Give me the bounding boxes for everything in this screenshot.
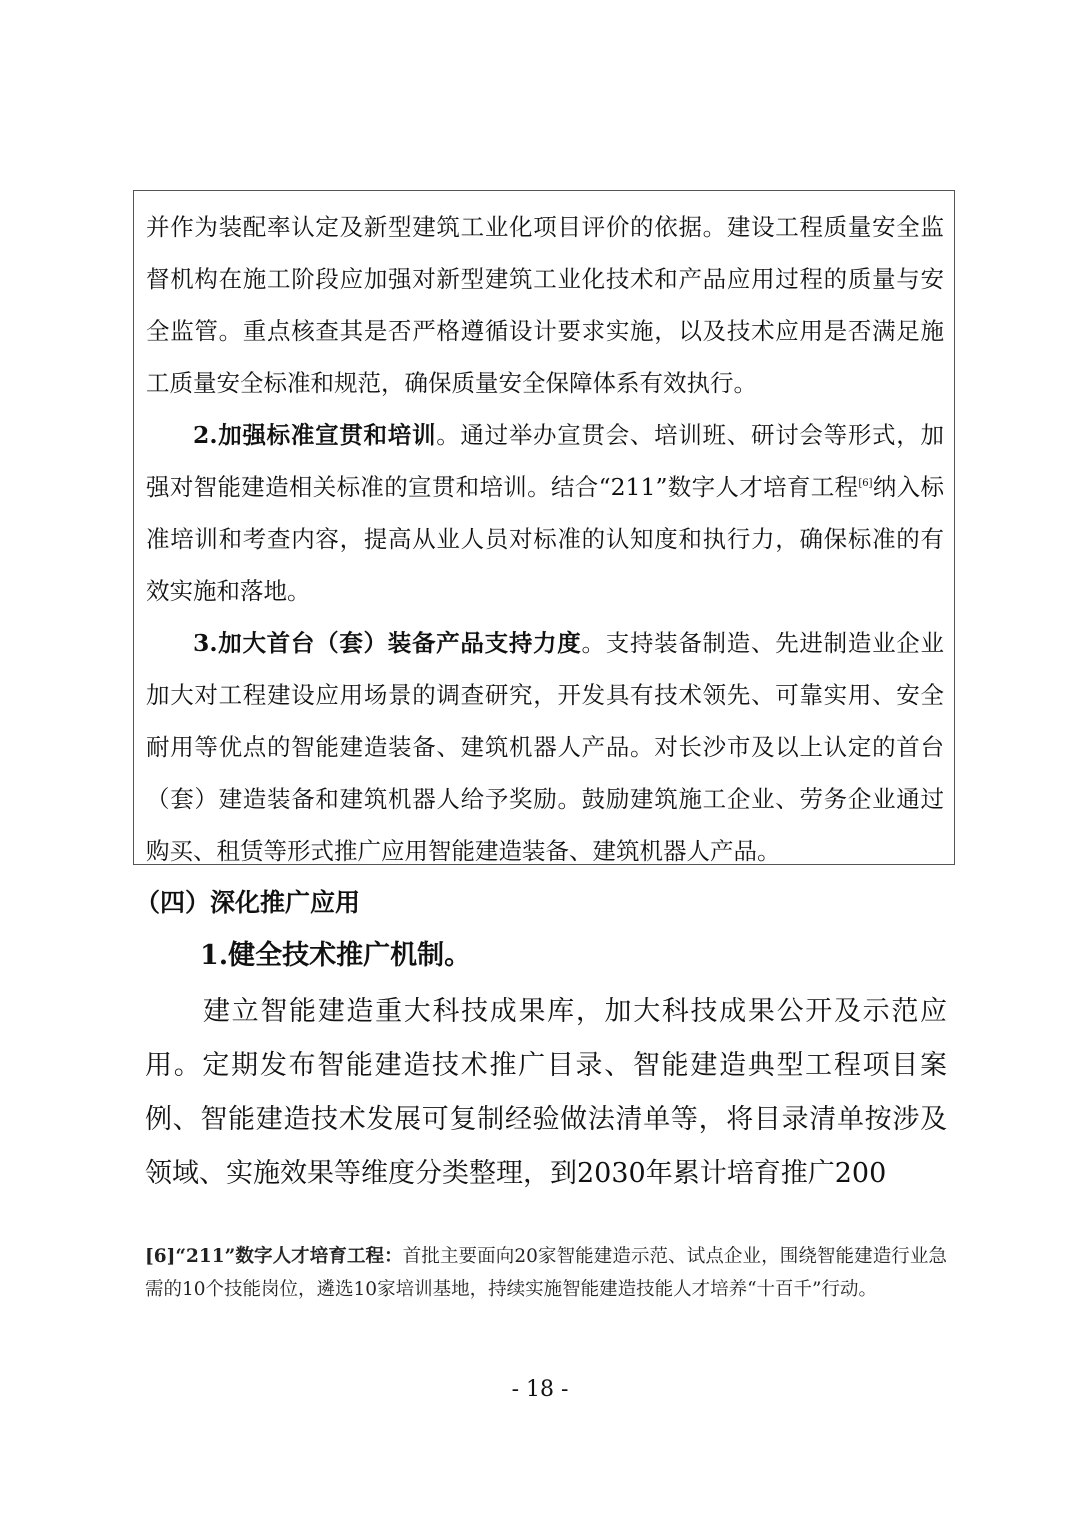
footnote-ref-6[interactable]: [6] (858, 478, 873, 490)
footnote-text: 首批主要面向20家智能建造示范、试点企业，围绕智能建造行业急需的10个技能岗位，遴选10家培训基地，持续实施智能建造技能人才培养“十百千”行动。 (145, 1246, 947, 1300)
box-paragraph-1: 并作为装配率认定及新型建筑工业化项目评价的依据。建设工程质量安全监督机构在施工阶段应加强对新型建筑工业化技术和产品应用过程的质量与安全监管。重点核查其是否严格遵循设计要求实施，以及技术应用是否满足施工质量安全标准和规范，确保质量安全保障体系有效执行。 (146, 213, 944, 397)
footnote-6 (145, 1240, 947, 1306)
sub-heading: 1.健全技术推广机制。 (200, 940, 472, 971)
page-number: - 18 - (511, 1377, 569, 1402)
footnote-label: [6]“211”数字人才培育工程： (145, 1246, 403, 1267)
item-3-text: 。支持装备制造、先进制造业企业加大对工程建设应用场景的调查研究，开发具有技术领先、可靠实用、安全耐用等优点的智能建造装备、建筑机器人产品。对长沙市及以上认定的首台（套）建造装备和建筑机器人给予奖励。鼓励建筑施工企业、劳务企业通过购买、租赁等形式推广应用智能建造装备、建筑机器人产品。 (146, 629, 944, 865)
body-paragraph: 建立智能建造重大科技成果库，加大科技成果公开及示范应用。定期发布智能建造技术推广目录、智能建造典型工程项目案例、智能建造技术发展可复制经验做法清单等，将目录清单按涉及领域、实施效果等维度分类整理，到2030年累计培育推广200 (145, 996, 947, 1189)
item-2-title: 2.加强标准宣贯和培训 (193, 421, 437, 449)
item-2-text-a: 。通过举办宣贯会、培训班、研讨会等形式，加强对智能建造相关标准的宣贯和培训。结合“211”数字人才培育工程 (146, 421, 944, 501)
boxed-text-section (133, 190, 955, 865)
footnote-divider (145, 1232, 415, 1233)
item-3-title: 3.加大首台（套）装备产品支持力度 (193, 629, 582, 657)
section-heading: （四）深化推广应用 (135, 888, 361, 917)
box-paragraph-3 (146, 617, 944, 877)
item-2-text-b: 纳入标准培训和考查内容，提高从业人员对标准的认知度和执行力，确保标准的有效实施和落地。 (146, 473, 944, 605)
box-paragraph-2 (146, 409, 944, 617)
